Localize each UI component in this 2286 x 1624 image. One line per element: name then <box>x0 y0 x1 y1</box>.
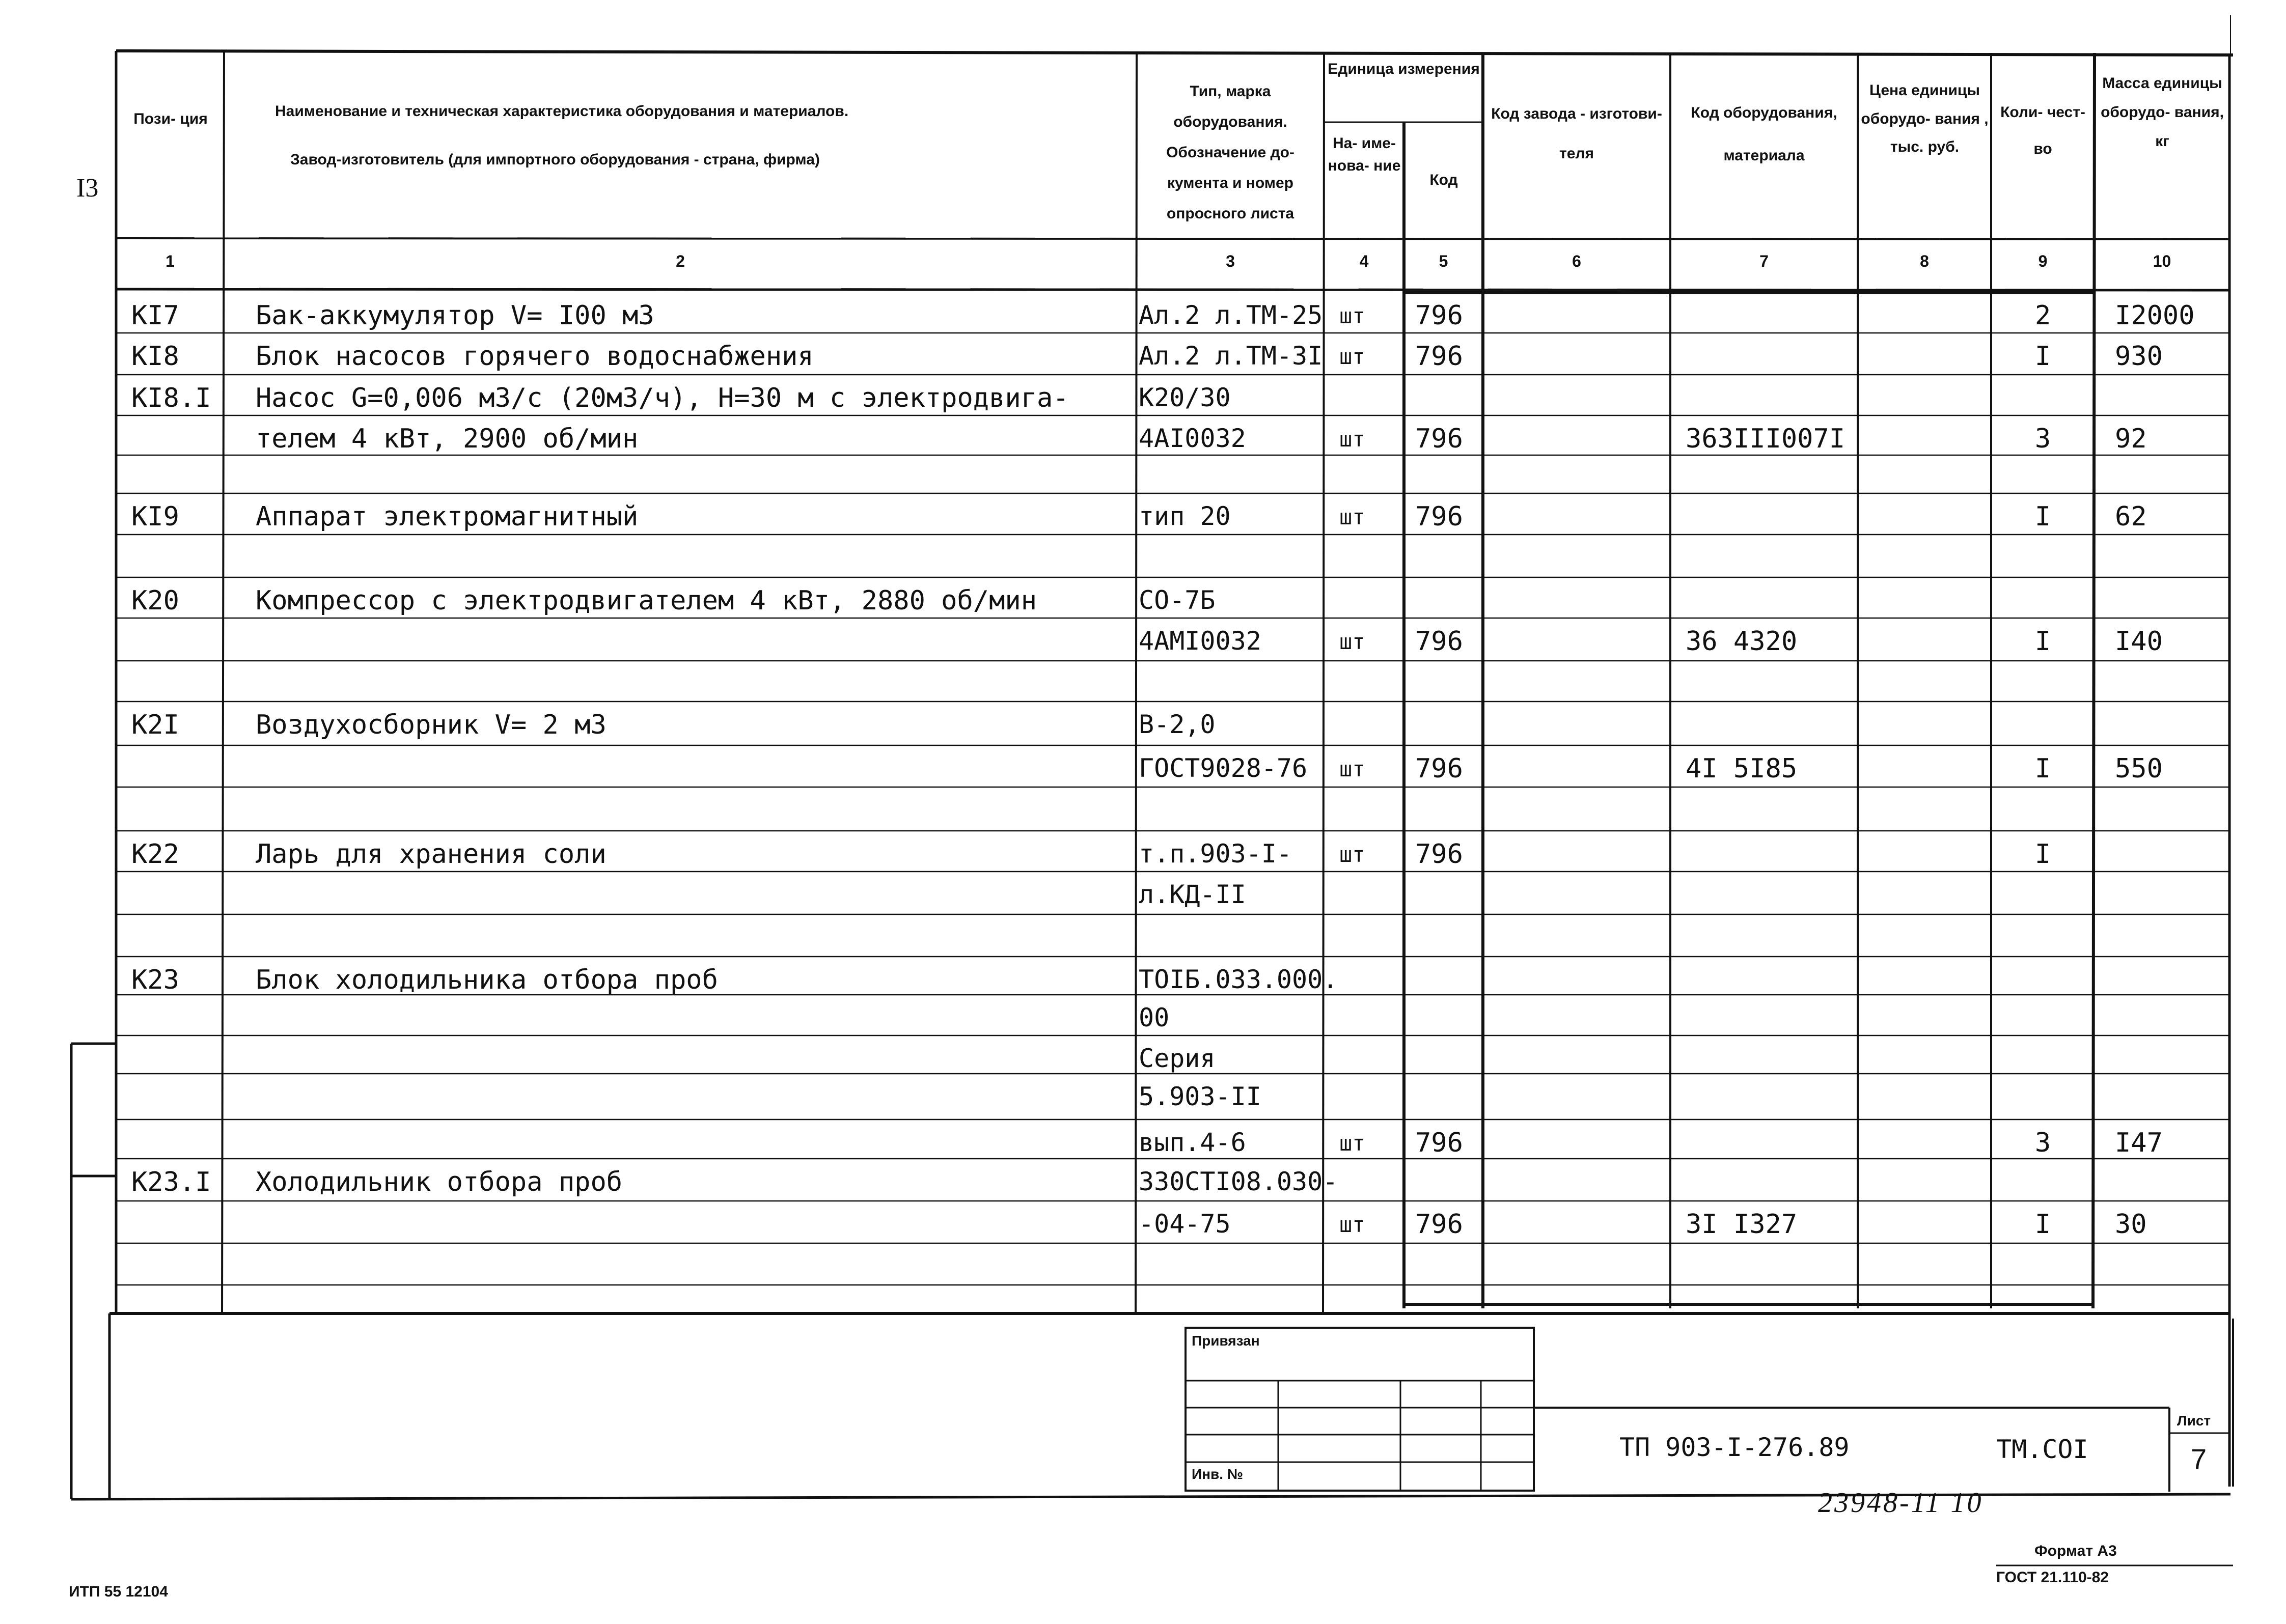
cell-code: 796 <box>1415 501 1463 532</box>
cell-name: Аппарат электромагнитный <box>256 501 639 532</box>
cell-code: 796 <box>1415 753 1463 784</box>
cell-qty: I <box>2034 341 2051 372</box>
column-number: 8 <box>1920 252 1929 270</box>
cell-type: СО-7Б <box>1139 585 1216 615</box>
sheet-number: 7 <box>2191 1443 2207 1475</box>
cell-type: К20/30 <box>1139 383 1231 412</box>
cell-qty: 3 <box>2034 1128 2051 1158</box>
cell-code: 796 <box>1415 1128 1463 1158</box>
header-position: Пози- ция <box>133 110 208 127</box>
column-number: 2 <box>676 252 685 270</box>
cell-type: -04-75 <box>1139 1209 1231 1239</box>
header-price: Цена единицы оборудо- вания , тыс. руб. <box>1861 82 1989 155</box>
cell-pos: К23 <box>131 965 179 995</box>
cell-unit: шт <box>1339 505 1365 529</box>
cell-name: Компрессор с электродвигателем 4 кВт, 2880 об/мин <box>256 585 1037 616</box>
cell-qty: I <box>2034 1209 2051 1240</box>
header-unit-code: Код <box>1429 172 1458 188</box>
cell-qty: 3 <box>2034 424 2051 454</box>
cell-name: телем 4 кВт, 2900 об/мин <box>256 424 639 454</box>
cell-type: 5.903-II <box>1139 1082 1261 1111</box>
cell-mass: 930 <box>2115 341 2163 372</box>
cell-unit: шт <box>1339 303 1365 328</box>
cell-equip: 363III007I <box>1686 424 1846 454</box>
stamp-privyazan: Привязан <box>1192 1333 1260 1349</box>
cell-unit: шт <box>1339 1131 1365 1156</box>
column-number: 4 <box>1359 252 1369 270</box>
cell-name: Насос G=0,006 м3/с (20м3/ч), Н=30 м с электродвига- <box>256 383 1069 413</box>
cell-unit: шт <box>1339 344 1365 369</box>
doc-number: ТП 903-I-276.89 <box>1619 1433 1850 1462</box>
cell-name: Холодильник отбора проб <box>256 1167 623 1197</box>
cell-pos: К2I <box>131 710 179 740</box>
cell-type: 4AI0032 <box>1139 424 1246 453</box>
cell-code: 796 <box>1415 341 1463 372</box>
header-name-line2: Завод-изготовитель (для импортного оборудования - страна, фирма) <box>290 151 820 168</box>
sheet-mark: I3 <box>76 174 99 203</box>
stamp-inv-no: Инв. № <box>1192 1466 1244 1482</box>
cell-unit: шт <box>1339 842 1365 867</box>
cell-code: 796 <box>1415 300 1463 331</box>
column-number: 9 <box>2038 252 2048 270</box>
cell-mass: I2000 <box>2115 300 2195 331</box>
cell-code: 796 <box>1415 1209 1463 1240</box>
cell-mass: 550 <box>2115 753 2163 784</box>
cell-unit: шт <box>1339 757 1365 781</box>
column-number: 5 <box>1439 252 1448 270</box>
cell-mass: I47 <box>2115 1128 2163 1158</box>
cell-mass: 62 <box>2115 501 2147 532</box>
cell-name: Блок насосов горячего водоснабжения <box>256 341 814 372</box>
cell-unit: шт <box>1339 427 1365 452</box>
cell-code: 796 <box>1415 626 1463 657</box>
cell-pos: KI7 <box>131 300 179 331</box>
cell-equip: 3I I327 <box>1686 1209 1798 1240</box>
cell-code: 796 <box>1415 839 1463 870</box>
header-unit-name: На- име- нова- ние <box>1328 135 1401 174</box>
cell-unit: шт <box>1339 1212 1365 1237</box>
cell-qty: I <box>2034 626 2051 657</box>
cell-mass: 92 <box>2115 424 2147 454</box>
cell-pos: KI8.I <box>131 383 211 413</box>
cell-pos: KI8 <box>131 341 179 372</box>
header-name-line1: Наименование и техническая характеристика оборудования и материалов. <box>275 103 849 120</box>
cell-type: т.п.903-I- <box>1139 839 1292 869</box>
cell-type: Серия <box>1139 1044 1216 1073</box>
header-unit-group: Единица измерения <box>1328 61 1480 77</box>
cell-type: Ал.2 л.ТМ-3I <box>1139 341 1323 371</box>
cell-type: 00 <box>1139 1003 1170 1032</box>
cell-qty: I <box>2034 753 2051 784</box>
cell-type: ТОIБ.033.000. <box>1139 965 1338 994</box>
cell-type: 4АМI0032 <box>1139 626 1261 656</box>
cell-pos: К22 <box>131 839 179 870</box>
cell-type: л.КД-II <box>1139 880 1246 909</box>
footer-format: Формат А3 <box>2034 1543 2117 1559</box>
column-number: 10 <box>2153 252 2171 270</box>
sheet-label: Лист <box>2177 1413 2211 1429</box>
cell-name: Воздухосборник V= 2 м3 <box>256 710 607 740</box>
cell-mass: I40 <box>2115 626 2163 657</box>
header-equip-code: Код оборудования, материала <box>1691 104 1837 164</box>
cell-qty: I <box>2034 501 2051 532</box>
cell-pos: К23.I <box>131 1167 211 1197</box>
column-number: 7 <box>1759 252 1769 270</box>
doc-code: ТМ.СОI <box>1996 1435 2088 1464</box>
cell-pos: К20 <box>131 585 179 616</box>
cell-name: Ларь для хранения соли <box>256 839 607 870</box>
cell-code: 796 <box>1415 424 1463 454</box>
header-mass: Масса единицы оборудо- вания, кг <box>2101 75 2224 150</box>
header-type: Тип, марка оборудования. Обозначение до- кумента и номер опросного листа <box>1166 83 1295 222</box>
cell-qty: 2 <box>2034 300 2051 331</box>
handwritten-number: 23948-11 10 <box>1818 1487 1984 1519</box>
cell-qty: I <box>2034 839 2051 870</box>
column-number: 6 <box>1572 252 1581 270</box>
cell-type: ГОСТ9028-76 <box>1139 753 1308 783</box>
cell-type: вып.4-6 <box>1139 1128 1246 1157</box>
header-plant-code: Код завода - изготови- теля <box>1491 105 1662 162</box>
cell-name: Блок холодильника отбора проб <box>256 965 718 995</box>
footer-itp: ИТП 55 12104 <box>69 1583 168 1600</box>
cell-type: 330СТI08.030- <box>1139 1167 1338 1196</box>
footer-gost: ГОСТ 21.110-82 <box>1996 1569 2109 1586</box>
cell-equip: 4I 5I85 <box>1686 753 1798 784</box>
column-number: 1 <box>166 252 175 270</box>
cell-type: тип 20 <box>1139 501 1231 531</box>
cell-pos: KI9 <box>131 501 179 532</box>
column-number: 3 <box>1226 252 1235 270</box>
cell-mass: 30 <box>2115 1209 2147 1240</box>
cell-type: Ал.2 л.ТМ-25 <box>1139 300 1323 330</box>
cell-unit: шт <box>1339 629 1365 654</box>
header-quantity: Коли- чест- во <box>2000 104 2085 157</box>
cell-name: Бак-аккумулятор V= I00 м3 <box>256 300 654 331</box>
cell-equip: 36 4320 <box>1686 626 1798 657</box>
cell-type: В-2,0 <box>1139 710 1216 739</box>
